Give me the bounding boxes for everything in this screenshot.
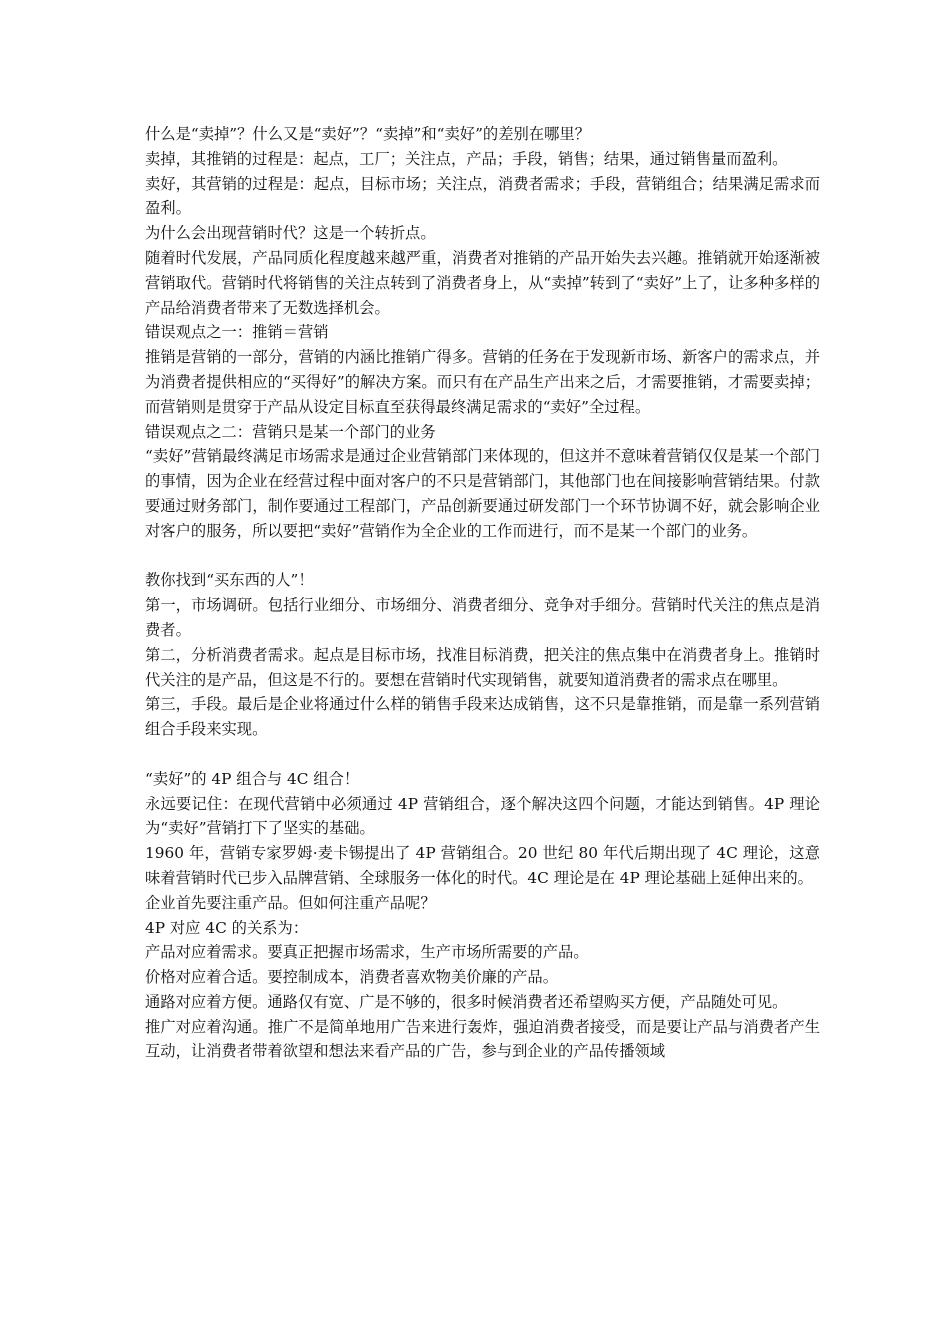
heading-4p-4c: “卖好”的 4P 组合与 4C 组合！ — [145, 769, 360, 788]
paragraph-era-shift: 随着时代发展，产品同质化程度越来越严重，消费者对推销的产品开始失去兴趣。推销就开始逐渐被营销取代。营销时代将销售的关注点转到了消费者身上，从“卖掉”转到了“卖好”上了，让多种多样的产品给消费者带来了无数选择机会。 — [145, 248, 820, 317]
heading-question: 什么是“卖掉”？什么又是“卖好”？“卖掉”和“卖好”的差别在哪里？ — [145, 125, 590, 143]
paragraph-sell-out: 卖掉，其推销的过程是：起点，工厂；关注点，产品；手段，销售；结果，通过销售量而盈利。 — [145, 149, 788, 168]
paragraph-misconception-2: “卖好”营销最终满足市场需求是通过企业营销部门来体现的，但这并不意味着营销仅仅是某一个部门的事情，因为企业在经营过程中面对客户的不只是营销部门，其他部门也在间接影响营销结果。付款要通过财务部门，制作要通过工程部门，产品创新要通过研发部门一个环节协调不好，就会影响企业对客户的服务，所以要把“卖好”营销作为全企业的工作而进行，而不是某一个部门的业务。 — [145, 447, 820, 540]
paragraph-step-2: 第二，分析消费者需求。起点是目标市场，找准目标消费，把关注的焦点集中在消费者身上。推销时代关注的是产品，但这是不行的。要想在营销时代实现销售，就要知道消费者的需求点在哪里。 — [145, 645, 820, 689]
paragraph-step-3: 第三，手段。最后是企业将通过什么样的销售手段来达成销售，这不只是靠推销，而是靠一系列营销组合手段来实现。 — [145, 695, 820, 739]
paragraph-remember-4p: 永远要记住：在现代营销中必须通过 4P 营销组合，逐个解决这四个问题，才能达到销售。4P 理论为“卖好”营销打下了坚实的基础。 — [145, 794, 820, 838]
paragraph-price-fit: 价格对应着合适。要控制成本，消费者喜欢物美价廉的产品。 — [145, 968, 559, 987]
paragraph-product-demand: 产品对应着需求。要真正把握市场需求，生产市场所需要的产品。 — [145, 943, 589, 962]
blank-line — [145, 742, 820, 767]
heading-find-buyers: 教你找到“买东西的人”！ — [145, 571, 314, 590]
paragraph-4p-4c-relation: 4P 对应 4C 的关系为： — [145, 918, 309, 937]
heading-marketing-era: 为什么会出现营销时代？这是一个转折点。 — [145, 224, 436, 243]
paragraph-misconception-1: 推销是营销的一部分，营销的内涵比推销广得多。营销的任务在于发现新市场、新客户的需求点，并为消费者提供相应的“买得好”的解决方案。而只有在产品生产出来之后，才需要推销，才需要卖掉；而营销则是贯穿于产品从设定目标直至获得最终满足需求的“卖好”全过程。 — [145, 348, 820, 416]
paragraph-promotion-communication: 推广对应着沟通。推广不是简单地用广告来进行轰炸，强迫消费者接受，而是要让产品与消费者产生互动，让消费者带着欲望和想法来看产品的广告，参与到企业的产品传播领域 — [145, 1017, 820, 1061]
blank-line — [145, 544, 820, 569]
paragraph-sell-well: 卖好，其营销的过程是：起点，目标市场；关注点，消费者需求；手段，营销组合；结果满足需求而盈利。 — [145, 174, 820, 218]
document-page — [145, 122, 820, 1064]
heading-misconception-1: 错误观点之一：推销＝营销 — [145, 323, 329, 342]
paragraph-product-focus: 企业首先要注重产品。但如何注重产品呢？ — [145, 893, 436, 912]
paragraph-channel-convenience: 通路对应着方便。通路仅有宽、广是不够的，很多时候消费者还希望购买方便，产品随处可见。 — [145, 992, 788, 1011]
heading-misconception-2: 错误观点之二：营销只是某一个部门的业务 — [145, 422, 436, 441]
paragraph-history: 1960 年，营销专家罗姆·麦卡锡提出了 4P 营销组合。20 世纪 80 年代后期出现了 4C 理论，这意味着营销时代已步入品牌营销、全球服务一体化的时代。4C 理论是在 4P 理论基础上延伸出来的。 — [145, 844, 820, 887]
paragraph-step-1: 第一，市场调研。包括行业细分、市场细分、消费者细分、竞争对手细分。营销时代关注的焦点是消费者。 — [145, 596, 820, 639]
